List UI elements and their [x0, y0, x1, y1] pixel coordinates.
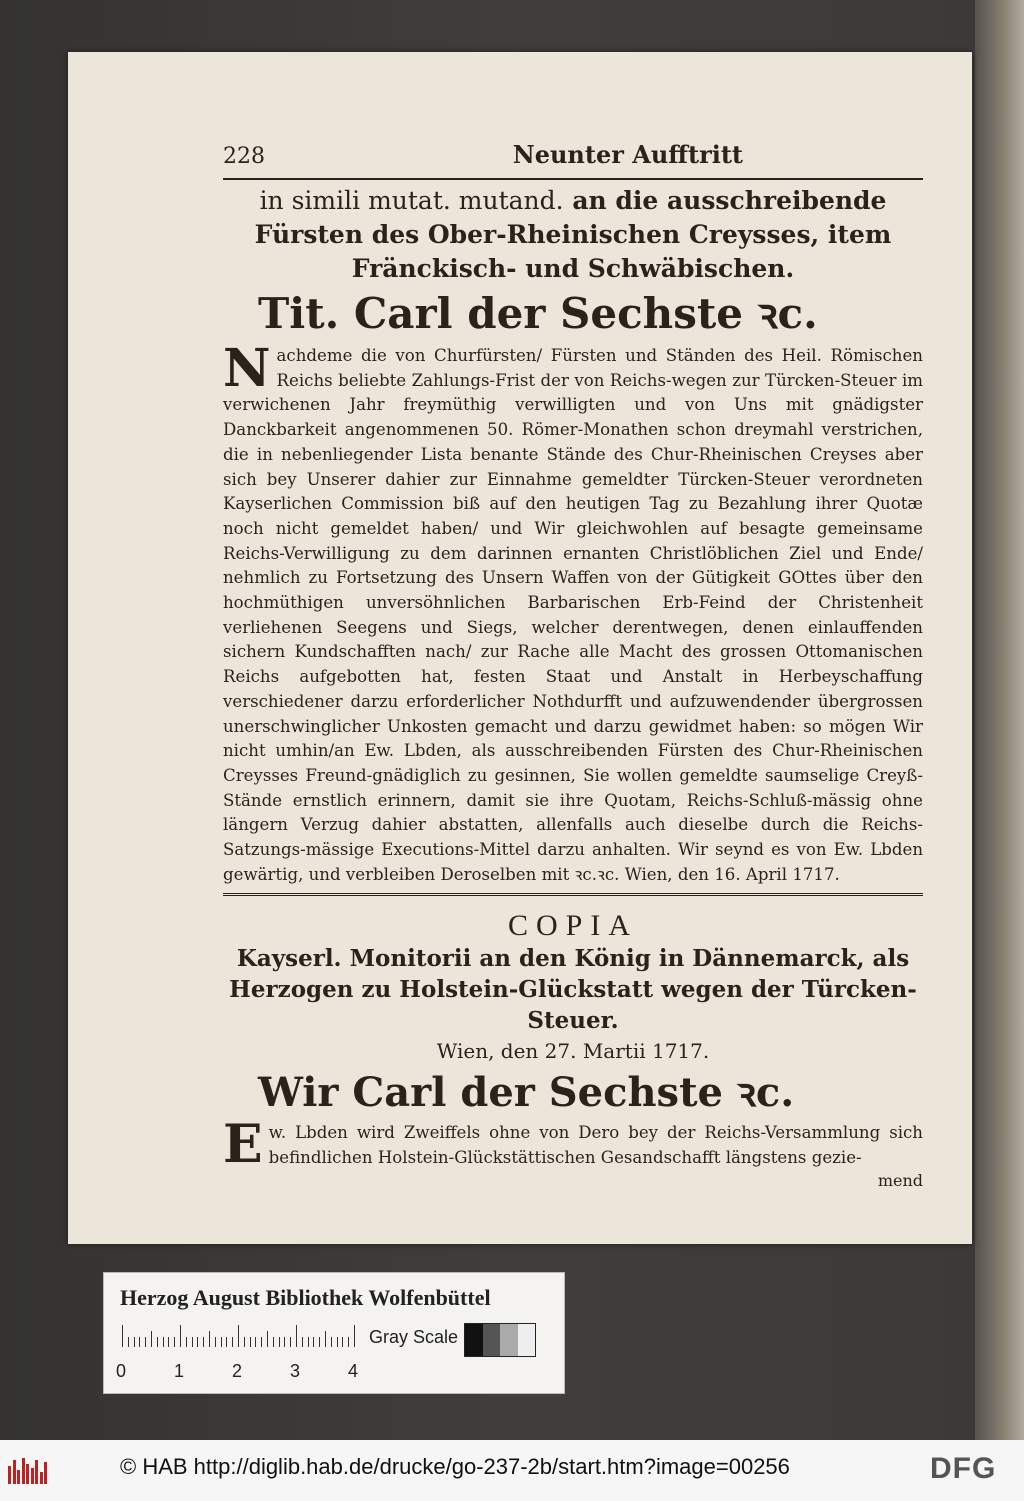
copia-subtitle: Kayserl. Monitorii an den König in Dännemarck, als Herzogen zu Holstein-Glückstatt wegen der Türcken-Steuer.: [229, 945, 917, 1035]
ruler-tick: [244, 1337, 245, 1347]
letter-body-2-text: w. Lbden wird Zweiffels ohne von Dero bey der Reichs-Versammlung sich befindlichen Holstein-Glückstättischen Gesandschafft längstens gezie-: [268, 1123, 923, 1168]
color-reference-card: [103, 1272, 565, 1394]
ruler-numbers: [116, 1361, 366, 1383]
logo-bar: [40, 1472, 43, 1484]
footer-bar: [0, 1440, 1024, 1501]
ruler-tick: [354, 1325, 355, 1347]
separator-rule: [223, 893, 923, 897]
grayscale-swatch: [483, 1324, 501, 1356]
ruler-number: 1: [174, 1361, 185, 1381]
ruler-tick: [168, 1337, 169, 1347]
adjacent-page-edge: [975, 0, 1024, 1440]
ruler-tick: [203, 1337, 204, 1347]
running-title: Neunter Aufftritt: [512, 140, 743, 169]
ruler-tick: [226, 1337, 227, 1347]
address-heading: [223, 184, 923, 286]
logo-bar: [44, 1462, 47, 1484]
letter-body: [223, 338, 923, 887]
ruler-number: 4: [348, 1361, 359, 1381]
ruler-tick: [319, 1337, 320, 1347]
ruler-tick: [174, 1337, 175, 1347]
ruler-tick: [238, 1325, 239, 1347]
page-content: [223, 140, 923, 1192]
ruler-number: 2: [232, 1361, 243, 1381]
ruler-tick: [302, 1337, 303, 1347]
ruler-tick: [313, 1337, 314, 1347]
ruler-tick: [267, 1331, 268, 1347]
grayscale-swatch: [518, 1324, 536, 1356]
ruler-tick: [296, 1325, 297, 1347]
drop-cap-2: E: [223, 1114, 263, 1176]
ruler-tick: [325, 1331, 326, 1347]
ruler-tick: [151, 1331, 152, 1347]
letter-body-text: achdeme die von Churfürsten/ Fürsten und Ständen des Heil. Römischen Reichs beliebte Zahlungs-Frist der von Reichs-wegen zur Türcken-Steuer im verwichenen Jahr freymüthig verwilligten und von Uns mit gnädigster Danckbarkeit angenommenen 50. Römer-Monathen schon dreymahl verstrichen, die in nebenliegender Lista benante Stände des Chur-Rheinischen Creyses aber sich bey Unserer dahier zur Einnahme gemeldter Türcken-Steuer verordneten Kayserlichen Commission biß auf den heutigen Tag zu Bezahlung ihrer Quotæ noch nicht gemeldet haben/ und Wir gleichwohlen auf besagte gemeinsame Reichs-Verwilligung zu dem darinnen ernanten Christlöblichen Ziel und Ende/ nehmlich zu Fortsetzung des Unsern Waffen von der Gütigkeit GOttes über den hochmüthigen unversöhnlichen Barbarischen Erb-Feind der Christenheit verliehenen Seegens und Siegs, welcher derentwegen, denen einlauffenden sichern Kundschafften nach/ zur Rache alle Macht des grossen Ottomanischen Reichs aufgebotten hat, festen Staat und Anstalt in Herbeyschaffung verschiedener darzu erforderlicher Nothdurfft und aufzuwendender übergrossen unerschwinglicher Unkosten gemacht und darzu gewidmet haben: so mögen Wir nicht umhin/an Ew. Lbden, als ausschreibenden Fürsten des Chur-Rheinischen Creysses Freund-gnädiglich zu gesinnen, Sie wollen gemeldte saumselige Creyß-Stände ernstlich erinnern, damit sie ihre Quotam, Reichs-Schluß-mässig ohne längern Verzug dahier abstatten, allenfalls auch dieselbe durch die Reichs-Satzungs-mässige Executions-Mittel darzu anhalten. Wir seynd es von Ew. Lbden gewärtig, und verbleiben Deroselben mit ꝛc.ꝛc. Wien, den 16. April 1717.: [223, 346, 923, 884]
ruler-tick: [250, 1337, 251, 1347]
ruler-tick: [122, 1325, 123, 1347]
grayscale-swatches: [464, 1323, 536, 1357]
copyright-url[interactable]: © HAB http://diglib.hab.de/drucke/go-237-2b/start.htm?image=00256: [120, 1454, 790, 1479]
ruler-tick: [128, 1337, 129, 1347]
page-number: 228: [223, 144, 265, 169]
ruler-tick: [261, 1337, 262, 1347]
grayscale-label: Gray Scale: [369, 1327, 459, 1347]
logo-bar: [35, 1460, 38, 1484]
logo-bar: [17, 1470, 20, 1484]
ruler-tick: [279, 1337, 280, 1347]
ruler-tick: [273, 1337, 274, 1347]
ruler-tick: [197, 1337, 198, 1347]
grayscale-swatch: [500, 1324, 518, 1356]
ruler-tick: [221, 1337, 222, 1347]
letter-body-2: [223, 1114, 923, 1176]
catchword: mend: [877, 1171, 923, 1191]
ruler-tick: [308, 1337, 309, 1347]
copia-date: Wien, den 27. Martii 1717.: [436, 1039, 710, 1064]
ruler-tick: [186, 1337, 187, 1347]
logo-bar: [8, 1466, 11, 1484]
ruler-tick: [290, 1337, 291, 1347]
drop-cap: N: [223, 338, 271, 399]
ruler-number: 3: [290, 1361, 301, 1381]
ruler-tick: [163, 1337, 164, 1347]
ruler-tick: [134, 1337, 135, 1347]
ruler-tick: [255, 1337, 256, 1347]
logo-bar: [13, 1460, 16, 1484]
copia-title: COPIA: [507, 909, 638, 943]
ruler-tick: [192, 1337, 193, 1347]
library-name: Herzog August Bibliothek Wolfenbüttel: [120, 1285, 491, 1310]
page-header: [223, 140, 923, 180]
ruler-tick: [284, 1337, 285, 1347]
address-latin: in simili mutat. mutand.: [259, 186, 564, 215]
ruler-tick: [331, 1337, 332, 1347]
ruler-tick: [215, 1337, 216, 1347]
ruler-tick: [180, 1325, 181, 1347]
dfg-logo: DFG: [930, 1452, 997, 1485]
ruler-tick: [145, 1337, 146, 1347]
logo-bar: [22, 1458, 25, 1484]
salutation: Tit. Carl der Sechste ꝛc.: [258, 289, 818, 338]
ruler-tick: [342, 1337, 343, 1347]
grayscale-swatch: [465, 1324, 483, 1356]
ruler-tick: [348, 1337, 349, 1347]
ruler-tick: [157, 1337, 158, 1347]
address-rest: an die ausschreibende Fürsten des Ober-Rheinischen Creysses, item Fränckisch- und Schwäbischen.: [254, 186, 892, 283]
salutation-2: Wir Carl der Sechste ꝛc.: [258, 1069, 795, 1117]
ruler-tick: [209, 1331, 210, 1347]
ruler-tick: [337, 1337, 338, 1347]
ruler-tick: [232, 1337, 233, 1347]
logo-bar: [31, 1468, 34, 1484]
logo-bar: [26, 1464, 29, 1484]
ruler-tick: [139, 1337, 140, 1347]
hab-logo-icon: [8, 1458, 48, 1484]
ruler: [122, 1323, 362, 1359]
book-page: [68, 52, 972, 1244]
ruler-number: 0: [116, 1361, 127, 1381]
